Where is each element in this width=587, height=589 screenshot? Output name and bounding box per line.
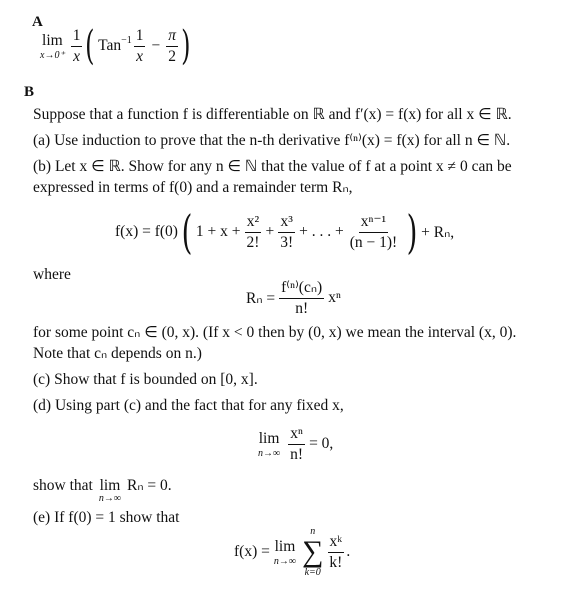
- sum-upper-limit: n: [310, 526, 316, 537]
- eq1-term-x2: [245, 213, 262, 252]
- eq4-lhs: f(x) =: [234, 543, 270, 560]
- point-cn-line-1: for some point cₙ ∈ (0, x). (If x < 0 then by (0, x) we mean the interval (x, 0).: [33, 324, 517, 341]
- fraction-denominator: 2: [168, 47, 176, 65]
- right-paren: ): [181, 23, 191, 69]
- eq1-lhs: f(x) = f(0): [115, 223, 178, 240]
- part-c-question: (c) Show that f is bounded on [0, x].: [33, 371, 258, 388]
- fraction-denominator: k!: [329, 553, 343, 571]
- limit-result: Rₙ = 0.: [126, 477, 172, 494]
- limit-subscript: x→0⁺: [40, 49, 65, 61]
- fraction-pi-over-two: [166, 27, 178, 66]
- part-b-question-line-1: (b) Let x ∈ ℝ. Show for any n ∈ ℕ that the value of f at a point x ≠ 0 can be: [33, 158, 512, 175]
- fraction-numerator: xᵏ: [328, 533, 345, 553]
- series-equation: [234, 526, 350, 578]
- part-a-label: A: [32, 14, 43, 30]
- part-b-label: B: [24, 84, 35, 100]
- limit-subscript: n→∞: [98, 492, 121, 504]
- summation: [302, 526, 323, 578]
- eq3-fraction: [288, 425, 305, 464]
- limit-equation: [258, 424, 333, 464]
- fraction-denominator: x: [136, 47, 144, 65]
- part-a-question: (a) Use induction to prove that the n-th derivative f⁽ⁿ⁾(x) = f(x) for all n ∈ ℕ.: [33, 132, 511, 149]
- fraction-one-over-x: [71, 27, 83, 66]
- eq3-limit: [258, 430, 280, 459]
- fraction-denominator: n!: [290, 445, 304, 463]
- limit-text: lim: [258, 429, 280, 447]
- taylor-equation: [115, 206, 454, 258]
- show-limit-line: [33, 477, 172, 504]
- eq1-term-x3: [278, 213, 295, 252]
- eq1-right-paren: ): [406, 205, 418, 259]
- inverse-superscript: −1: [121, 34, 132, 46]
- fraction-numerator: x²: [245, 213, 261, 233]
- minus-sign: −: [151, 37, 161, 54]
- sum-lower-limit: k=0: [304, 567, 321, 578]
- fraction-denominator: 3!: [280, 233, 294, 251]
- statement-line-1: Suppose that a function f is differentiable on ℝ and f′(x) = f(x) for all x ∈ ℝ.: [33, 106, 512, 123]
- limit-subscript: n→∞: [258, 447, 281, 459]
- eq1-plus: +: [265, 223, 275, 240]
- fraction-numerator: π: [166, 27, 178, 47]
- line9-limit: [99, 478, 121, 504]
- fraction-denominator: (n − 1)!: [349, 234, 398, 251]
- limit-operator: [40, 32, 65, 61]
- part-b-question-line-2: expressed in terms of f(0) and a remainder term Rₙ,: [33, 179, 353, 196]
- fraction-numerator: xⁿ⁻¹: [359, 212, 388, 233]
- eq1-first-terms: 1 + x +: [195, 223, 241, 240]
- fraction-one-over-x-2: [134, 27, 146, 66]
- limit-subscript: n→∞: [273, 555, 296, 567]
- remainder-equation: [246, 278, 341, 318]
- arctan-text: Tan: [98, 37, 122, 54]
- eq4-limit: [274, 538, 296, 567]
- limit-text: lim: [42, 31, 63, 49]
- limit-text: lim: [99, 477, 121, 494]
- eq4-period: .: [346, 543, 351, 560]
- eq2-power: xⁿ: [328, 289, 341, 306]
- fraction-numerator: 1: [134, 27, 146, 47]
- fraction-denominator: x: [73, 47, 81, 65]
- eq1-term-xn: [348, 212, 399, 252]
- fraction-denominator: n!: [295, 300, 309, 317]
- part-e-question: (e) If f(0) = 1 show that: [33, 509, 180, 526]
- eq3-result: = 0,: [309, 435, 334, 452]
- eq2-lhs: Rₙ =: [246, 289, 276, 307]
- part-d-question: (d) Using part (c) and the fact that for any fixed x,: [33, 397, 344, 414]
- left-paren: (: [85, 23, 95, 69]
- eq4-fraction: [327, 533, 344, 572]
- sigma-symbol: ∑: [302, 535, 324, 568]
- fraction-numerator: 1: [71, 27, 83, 47]
- fraction-numerator: x³: [278, 213, 294, 233]
- part-a-expression: [40, 23, 194, 69]
- eq1-left-paren: (: [181, 205, 193, 259]
- where-text: where: [33, 266, 71, 283]
- fraction-numerator: f⁽ⁿ⁾(cₙ): [279, 278, 324, 299]
- limit-text: lim: [274, 537, 296, 555]
- fraction-denominator: 2!: [246, 233, 260, 251]
- eq1-ellipsis: + . . . +: [299, 223, 344, 240]
- eq1-remainder: + Rₙ,: [421, 223, 455, 241]
- show-that-text: show that: [33, 477, 93, 494]
- eq2-fraction: [279, 278, 324, 318]
- point-cn-line-2: Note that cₙ depends on n.): [33, 345, 202, 362]
- fraction-numerator: xⁿ: [288, 425, 305, 445]
